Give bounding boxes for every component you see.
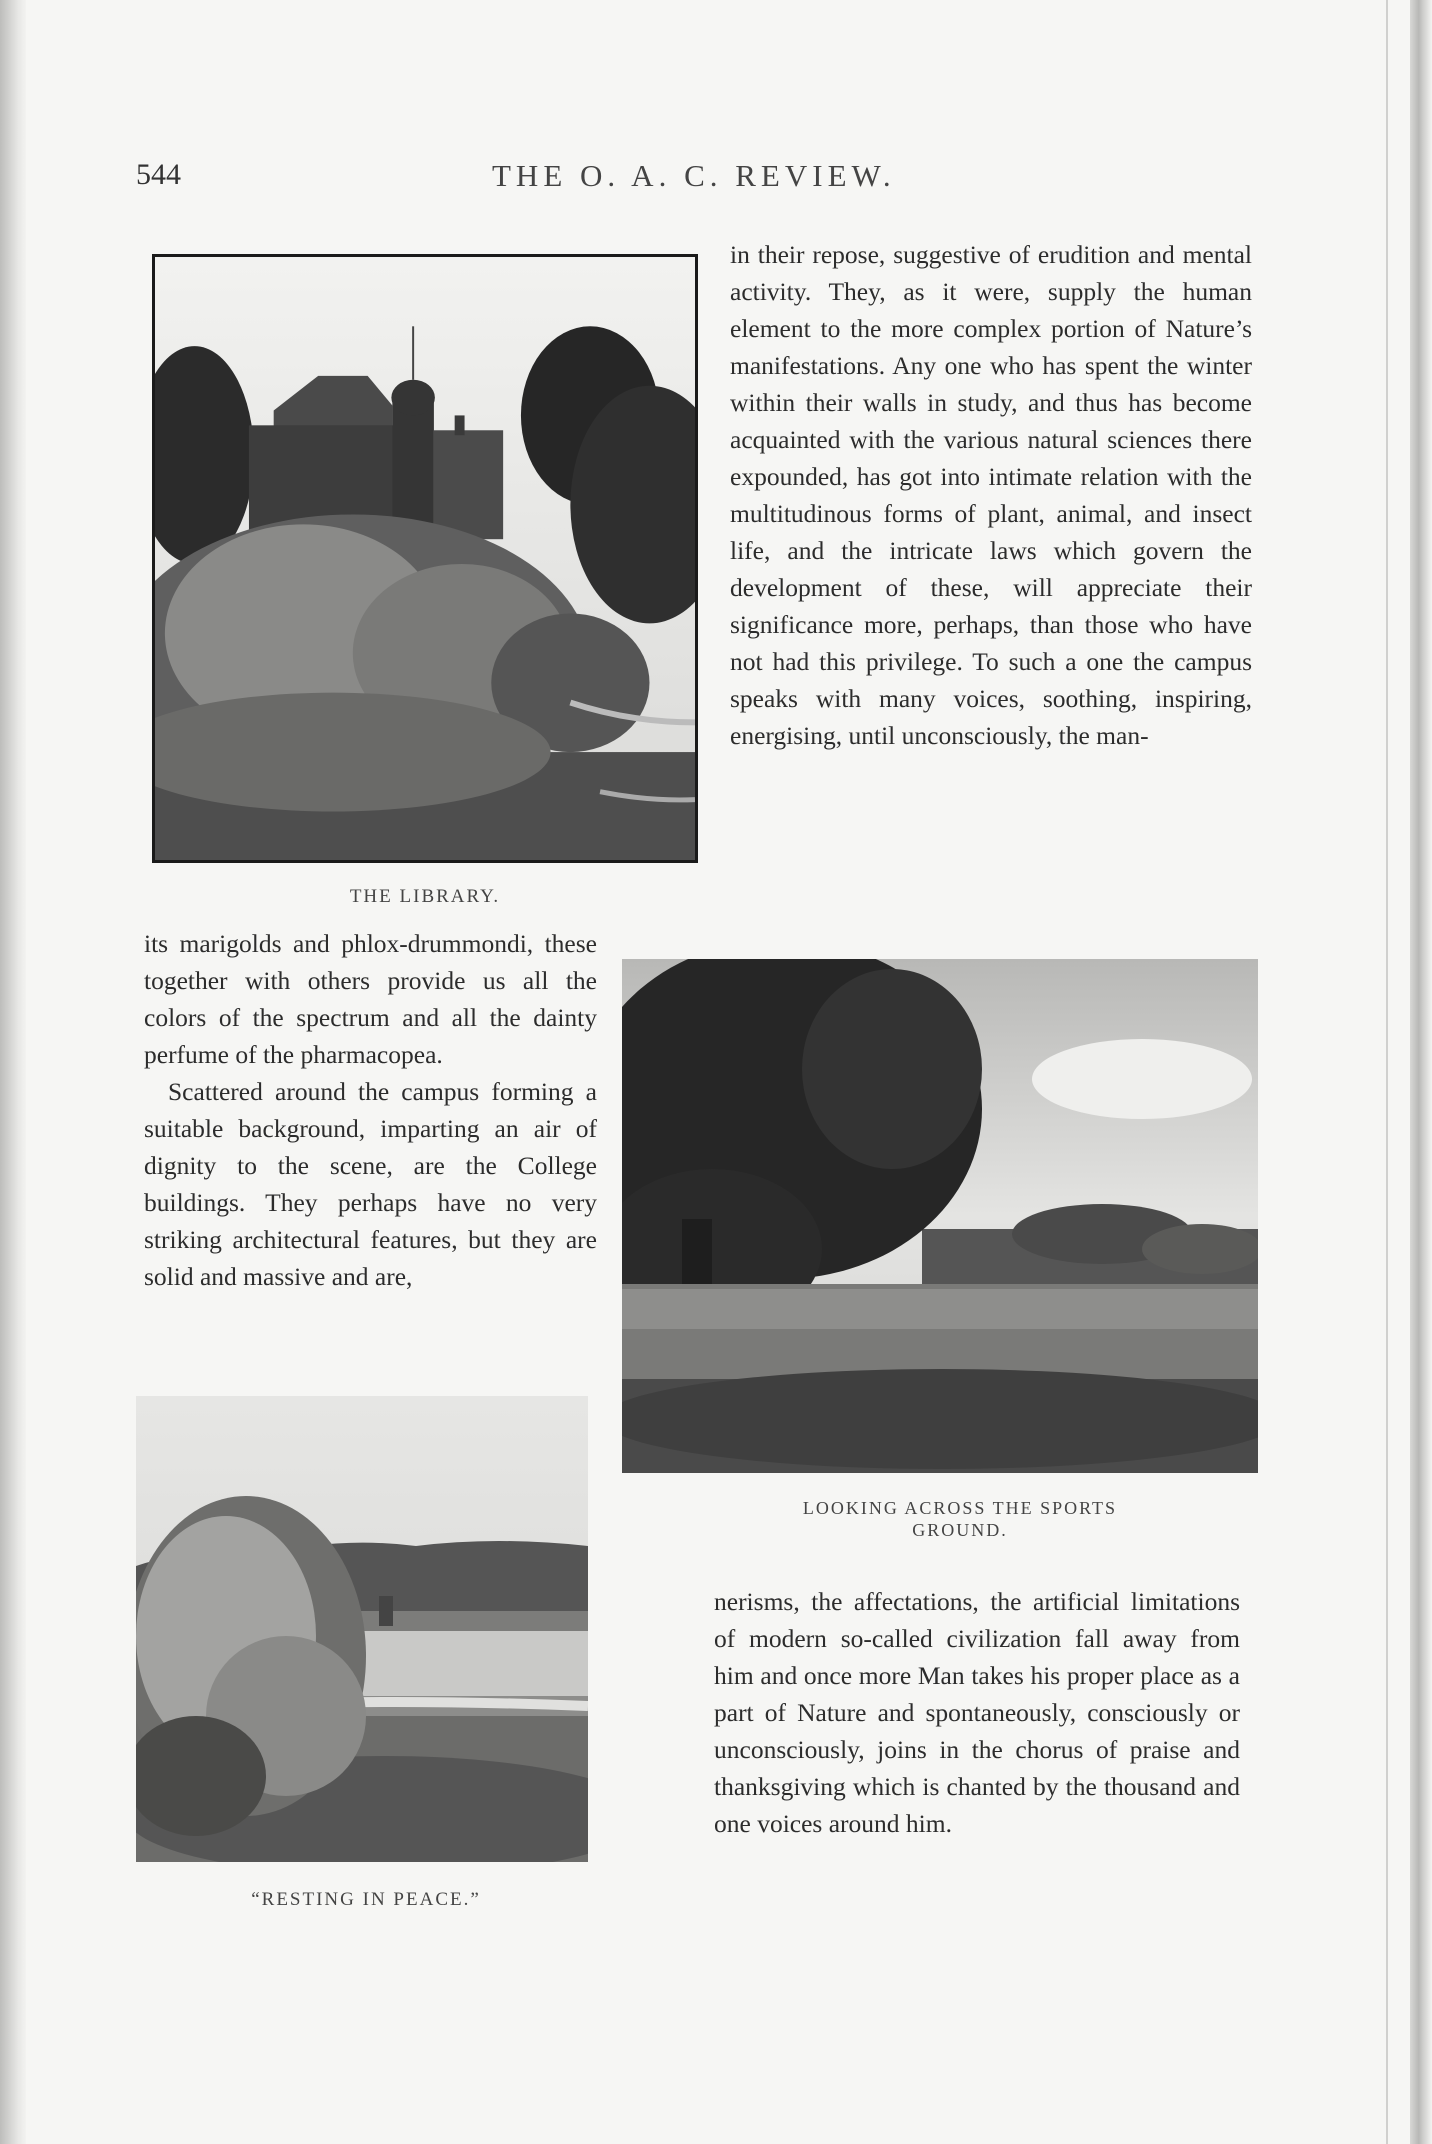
paragraph: in their repose, suggestive of erudition and mental activity. They, as it were, supply the human element to the more complex portion of Nature’s manifestations. Any one who has spent the winter within their walls in study, and thus has become acquainted with the various natural sciences there expounded, has got into intimate relation with the multitudinous forms of plant, animal, and insect life, and the intricate laws which govern the development of these, will appreciate their significance more, perhaps, than those who have not had this privilege. To such a one the campus speaks with many voices, soothing, inspiring, energising, until unconsciously, the man- [730, 240, 1252, 750]
page-gutter-line [1386, 0, 1388, 2144]
caption-line: GROUND. [912, 1520, 1008, 1540]
library-photo [152, 254, 698, 863]
body-text-bottom-right [714, 1583, 1240, 1842]
page-number: 544 [136, 158, 181, 191]
paragraph: Scattered around the campus forming a suitable background, imparting an air of dignity to the scene, are the College buildings. They perhaps have no very striking architectural features, but they are solid and massive and are, [144, 1077, 597, 1291]
page-left-edge [0, 0, 26, 2144]
running-head: THE O. A. C. REVIEW. [492, 158, 896, 193]
paragraph: its marigolds and phlox-drummondi, these together with others provide us all the colors of the spectrum and all the dainty perfume of the pharmacopea. [144, 929, 597, 1069]
caption-line: LOOKING ACROSS THE SPORTS [802, 1498, 1118, 1518]
sports-ground-photo [622, 959, 1258, 1473]
resting-in-peace-photo [136, 1396, 588, 1862]
page-right-edge [1410, 0, 1432, 2144]
sports-ground-caption [700, 1497, 1220, 1541]
body-text-top-right [730, 236, 1252, 754]
library-caption: THE LIBRARY. [349, 886, 501, 907]
body-text-left [144, 925, 597, 1295]
resting-in-peace-caption: “RESTING IN PEACE.” [251, 1889, 481, 1910]
paragraph: nerisms, the affectations, the artificial limitations of modern so-called civilization fall away from him and once more Man takes his proper place as a part of Nature and spontaneously, consciously or unconsciously, joins in the chorus of praise and thanksgiving which is chanted by the thousand and one voices around him. [714, 1587, 1240, 1838]
